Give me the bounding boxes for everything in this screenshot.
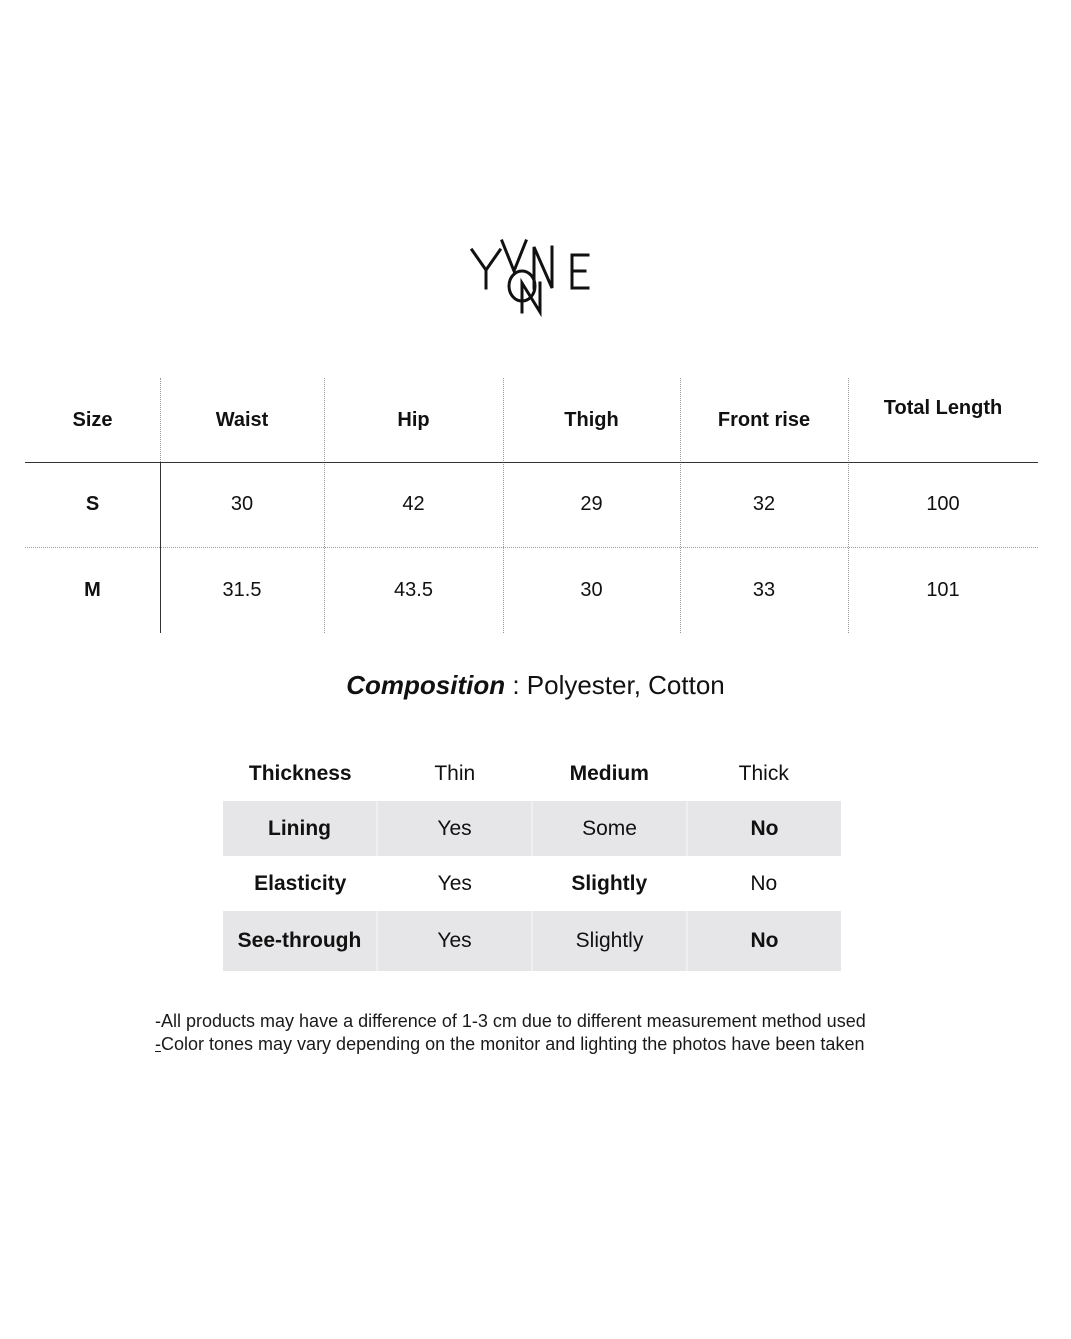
- lining-option-selected: No: [686, 801, 841, 856]
- composition-label: Composition: [346, 670, 506, 700]
- brand-logo: [466, 233, 598, 318]
- thickness-option-selected: Medium: [569, 761, 649, 785]
- waist-value: 30: [230, 493, 254, 515]
- elasticity-option: Yes: [437, 871, 472, 895]
- elasticity-option: No: [750, 871, 778, 895]
- size-label: M: [84, 578, 101, 601]
- size-chart-table: [25, 378, 1038, 633]
- front-rise-value: 32: [752, 493, 776, 515]
- front-rise-value: 33: [752, 578, 776, 601]
- thickness-option: Thick: [738, 761, 789, 785]
- header-waist: Waist: [215, 408, 269, 431]
- see-through-row: [223, 911, 841, 971]
- header-total-length: Total Length: [883, 396, 1003, 419]
- see-through-label: See-through: [237, 929, 362, 952]
- disclaimer-notes: [155, 1010, 866, 1056]
- elasticity-option-selected: Slightly: [571, 871, 648, 895]
- elasticity-row: [223, 856, 841, 911]
- thickness-row: [223, 746, 841, 801]
- composition-value: Polyester, Cotton: [526, 670, 725, 700]
- header-hip: Hip: [397, 408, 430, 431]
- header-size: Size: [72, 408, 113, 431]
- total-length-value: 101: [926, 578, 960, 601]
- lining-row: [223, 801, 841, 856]
- thickness-label: Thickness: [248, 761, 352, 785]
- thigh-value: 30: [580, 578, 603, 601]
- lining-option: Some: [531, 801, 686, 856]
- see-through-option: Yes: [376, 911, 531, 971]
- header-front-rise: Front rise: [717, 408, 811, 431]
- composition-line: [0, 670, 1071, 701]
- lining-option: Yes: [376, 801, 531, 856]
- note-color-tones: [155, 1033, 866, 1056]
- composition-separator: :: [505, 670, 527, 700]
- see-through-option-selected: No: [686, 911, 841, 971]
- thigh-value: 29: [580, 493, 603, 515]
- lining-label: Lining: [268, 816, 331, 840]
- size-label: S: [85, 493, 100, 515]
- note-color-text: Color tones may vary depending on the monitor and lighting the photos have been taken: [161, 1034, 865, 1054]
- waist-value: 31.5: [222, 578, 262, 601]
- header-thigh: Thigh: [564, 408, 619, 431]
- note-dash: -: [155, 1034, 161, 1054]
- hip-value: 42: [402, 493, 425, 515]
- fabric-attributes-table: [223, 746, 841, 971]
- thickness-option: Thin: [434, 761, 476, 785]
- total-length-value: 100: [926, 493, 960, 515]
- see-through-option: Slightly: [531, 911, 686, 971]
- note-measurement: -All products may have a difference of 1-3 cm due to different measurement method used: [155, 1011, 866, 1031]
- hip-value: 43.5: [394, 578, 433, 601]
- yvonne-monogram-logo-icon: [466, 233, 598, 318]
- elasticity-label: Elasticity: [254, 871, 347, 895]
